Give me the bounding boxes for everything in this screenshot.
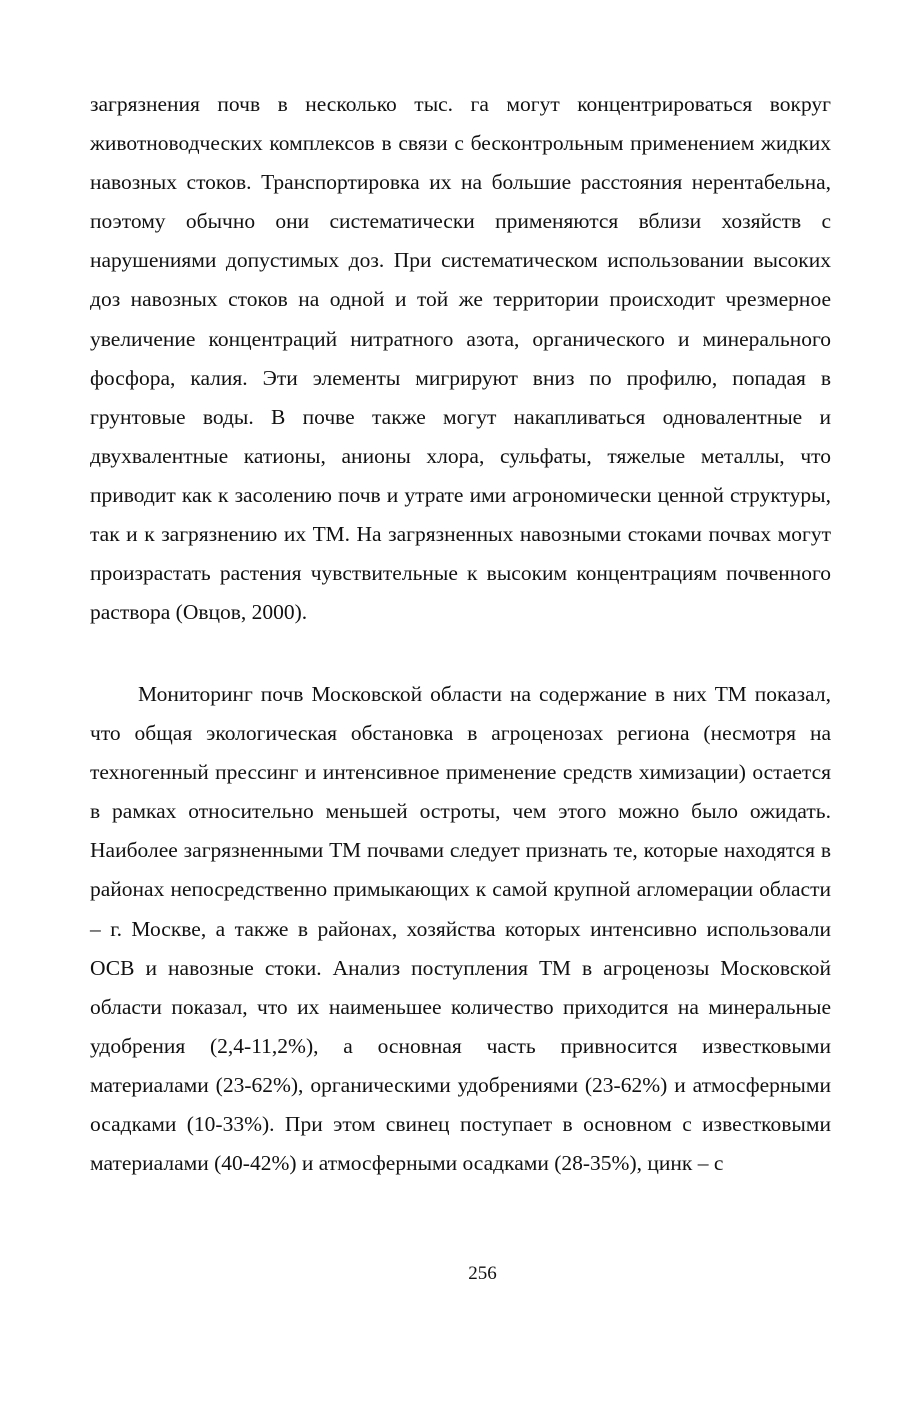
paragraph-1: загрязнения почв в несколько тыс. га могут концентрироваться вокруг животноводческих комплексов в связи с бесконтрольным применением жидких навозных стоков. Транспортировка их на большие расстояния нерентабельна, поэтому обычно они систематически применяются вблизи хозяйств с нарушениями допустимых доз. При систематическом использовании высоких доз навозных стоков на одной и той же территории происходит чрезмерное увеличение концентраций нитратного азота, органического и минерального фосфора, калия. Эти элементы мигрируют вниз по профилю, попадая в грунтовые воды. В почве также могут накапливаться одновалентные и двухвалентные катионы, анионы хлора, сульфаты, тяжелые металлы, что приводит как к засолению почв и утрате ими агрономически ценной структуры, так и к загрязнению их ТМ. На загрязненных навозными стоками почвах могут произрастать растения чувствительные к высоким концентрациям почвенного раствора (Овцов, 2000).	[90, 92, 831, 625]
paragraph-2: Мониторинг почв Московской области на содержание в них ТМ показал, что общая экологическая обстановка в агроценозах региона (несмотря на техногенный прессинг и интенсивное применение средств химизации) остается в рамках относительно меньшей остроты, чем этого можно было ожидать. Наиболее загрязненными ТМ почвами следует признать те, которые находятся в районах непосредственно примыкающих к самой крупной агломерации области – г. Москве, а также в районах, хозяйства которых интенсивно использовали ОСВ и навозные стоки. Анализ поступления ТМ в агроценозы Московской области показал, что их наименьшее количество приходится на минеральные удобрения (2,4-11,2%), а основная часть привносится известковыми материалами (23-62%), органическими удобрениями (23-62%) и атмосферными осадками (10-33%). При этом свинец поступает в основном с известковыми материалами (40-42%) и атмосферными осадками (28-35%), цинк – с	[90, 682, 831, 1176]
page-number: 256	[468, 1263, 497, 1284]
